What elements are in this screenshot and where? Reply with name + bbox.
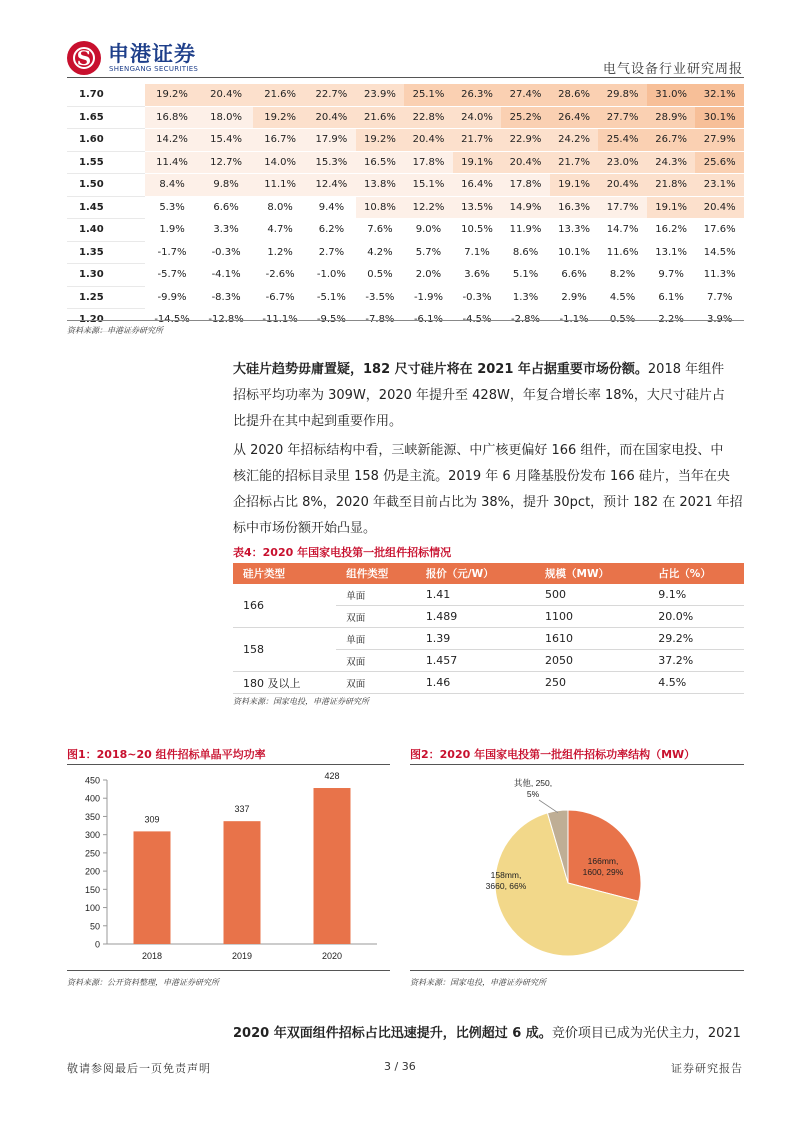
table-cell: 28.6% [550,84,599,106]
table-cell: 21.8% [647,174,696,197]
table4 [233,563,744,694]
table-cell: 9.0% [404,219,453,242]
table-cell: 4.5% [598,286,647,309]
price-cell: 1.46 [416,672,535,694]
table-cell: -9.5% [307,309,356,332]
table-cell: 28.9% [647,106,696,129]
table-cell: 17.6% [695,219,744,242]
table-cell: 14.7% [598,219,647,242]
table-cell: 12.7% [199,151,253,174]
table-cell: 7.7% [695,286,744,309]
table-cell: 11.6% [598,241,647,264]
paragraph-bid-structure: 从 2020 年招标结构中看，三峡新能源、中广核更偏好 166 组件，而在国家电投、中 核汇能的招标目录里 158 仍是主流。2019 年 6 月隆基股份发布 166 硅片，当年在央 企招标占比 8%，2020 年截至目前占比为 38%，提升 30pct，预计 182 在 2021 年招 标中市场份额开始凸显。 [233,443,743,536]
paragraph-lead-bold: 大硅片趋势毋庸置疑，182 尺寸硅片将在 2021 年占据重要市场份额。 [233,362,648,377]
table-row [67,264,744,287]
table-cell: 21.7% [550,151,599,174]
y-tick-label: 100 [84,903,100,914]
table-cell: 20.4% [307,106,356,129]
y-tick-label: 150 [84,884,100,895]
fig1-caption: 图1：2018~20 组件招标单晶平均功率 [67,748,266,761]
table-cell: 17.8% [501,174,550,197]
table-cell: 17.8% [404,151,453,174]
y-tick-label: 50 [89,921,100,932]
table-header-row [233,563,744,584]
price-cell: 1.457 [416,650,535,672]
table-cell: 25.4% [598,129,647,152]
table-row [67,286,744,309]
table-cell: 6.2% [307,219,356,242]
table-cell: 22.8% [404,106,453,129]
table-cell: 5.7% [404,241,453,264]
table-cell: 20.4% [199,84,253,106]
row-header: 1.50 [67,174,145,197]
table-cell: 1.9% [145,219,199,242]
table-cell: -5.1% [307,286,356,309]
table-cell: 20.4% [501,151,550,174]
table-cell: 31.0% [647,84,696,106]
table-cell: 16.4% [453,174,502,197]
table-cell: 11.1% [253,174,307,197]
table-cell: 27.4% [501,84,550,106]
table-cell: 14.9% [501,196,550,219]
fig2-source-note: 资料来源：国家电投，申港证券研究所 [410,978,546,987]
bar-value-label: 428 [324,771,340,782]
scale-cell: 2050 [535,650,648,672]
table-cell: 29.8% [598,84,647,106]
table-cell: 20.4% [598,174,647,197]
row-header: 1.70 [67,84,145,106]
table-cell: -1.7% [145,241,199,264]
module-cell: 单面 [336,584,416,606]
table-cell: 32.1% [695,84,744,106]
table-cell: -14.5% [145,309,199,332]
table-cell: 23.1% [695,174,744,197]
table-cell: 14.5% [695,241,744,264]
table-row [233,584,744,606]
table-cell: -6.1% [404,309,453,332]
table-cell: -7.8% [356,309,405,332]
table-cell: 20.4% [404,129,453,152]
fig1-source-note: 资料来源：公开资料整理，申港证券研究所 [67,978,219,987]
module-cell: 双面 [336,650,416,672]
table-row [67,84,744,106]
table-cell: 13.3% [550,219,599,242]
table-cell: 2.7% [307,241,356,264]
table-cell: 13.8% [356,174,405,197]
table-cell: 22.9% [501,129,550,152]
table4-caption: 表4：2020 年国家电投第一批组件招标情况 [233,546,452,559]
pie-chart [410,768,744,968]
bar-value-label: 309 [144,814,160,825]
table-cell: 21.6% [356,106,405,129]
pie-slice-label: 其他, 250, [513,778,553,788]
share-cell: 4.5% [648,672,744,694]
row-header: 1.55 [67,151,145,174]
table-cell: -1.9% [404,286,453,309]
y-tick-label: 350 [84,811,100,822]
table-cell: 26.4% [550,106,599,129]
table-cell: 11.3% [695,264,744,287]
table-cell: 6.6% [550,264,599,287]
table-cell: 26.3% [453,84,502,106]
scale-cell: 500 [535,584,648,606]
wafer-type-cell: 166 [233,584,336,628]
table-cell: 16.2% [647,219,696,242]
table-cell: 8.2% [598,264,647,287]
table-cell: 6.1% [647,286,696,309]
row-header: 1.20 [67,309,145,332]
fig2-caption-rule [410,764,744,765]
table-cell: 15.4% [199,129,253,152]
table-row [67,219,744,242]
table-cell: 26.7% [647,129,696,152]
row-header: 1.40 [67,219,145,242]
table-cell: 16.5% [356,151,405,174]
table-cell: 17.9% [307,129,356,152]
table-cell: -4.1% [199,264,253,287]
table-cell: 17.7% [598,196,647,219]
table-cell: 1.2% [253,241,307,264]
table-cell: 19.2% [253,106,307,129]
table-cell: 30.1% [695,106,744,129]
table-cell: 4.2% [356,241,405,264]
table-cell: 0.5% [356,264,405,287]
table-cell: 7.1% [453,241,502,264]
scale-cell: 1610 [535,628,648,650]
pie-slice-label: 158mm, [490,870,522,880]
table-cell: 25.1% [404,84,453,106]
table-cell: 9.4% [307,196,356,219]
table-cell: 19.1% [453,151,502,174]
table-source-note: 资料来源：申港证券研究所 [67,326,163,335]
table-cell: 14.0% [253,151,307,174]
table-cell: 18.0% [199,106,253,129]
table-cell: 5.1% [501,264,550,287]
footer-report-label: 证券研究报告 [671,1062,743,1075]
table-cell: 7.6% [356,219,405,242]
share-cell: 20.0% [648,606,744,628]
table-cell: 3.6% [453,264,502,287]
price-cell: 1.489 [416,606,535,628]
pie-slice-label: 1600, 29% [582,867,624,877]
table-cell: 22.7% [307,84,356,106]
share-cell: 37.2% [648,650,744,672]
bar-value-label: 337 [234,804,250,815]
table-cell: 19.2% [145,84,199,106]
table-cell: -6.7% [253,286,307,309]
bar [314,788,351,944]
table-row [233,628,744,650]
table-row [67,241,744,264]
report-type: 电气设备行业研究周报 [602,62,743,77]
table-cell: -5.7% [145,264,199,287]
table-cell: -8.3% [199,286,253,309]
row-header: 1.60 [67,129,145,152]
share-cell: 9.1% [648,584,744,606]
table-cell: 23.9% [356,84,405,106]
table4-source-note: 资料来源：国家电投，申港证券研究所 [233,697,369,706]
column-header: 组件类型 [336,563,416,584]
table-row [67,151,744,174]
table-cell: 15.1% [404,174,453,197]
table-cell: -12.8% [199,309,253,332]
table-cell: 24.0% [453,106,502,129]
table-cell: 20.4% [695,196,744,219]
table-cell: 27.9% [695,129,744,152]
table-cell: 16.3% [550,196,599,219]
fig2-bottom-rule [410,970,744,971]
table-cell: 11.4% [145,151,199,174]
table-cell: 2.2% [647,309,696,332]
table-cell: 0.5% [598,309,647,332]
table-cell: 13.5% [453,196,502,219]
bar-chart [67,768,390,968]
table-cell: 13.1% [647,241,696,264]
row-header: 1.65 [67,106,145,129]
y-tick-label: 250 [84,848,100,859]
y-tick-label: 450 [84,775,100,786]
fig2-caption: 图2：2020 年国家电投第一批组件招标功率结构（MW） [410,748,696,761]
share-cell: 29.2% [648,628,744,650]
module-cell: 双面 [336,672,416,694]
table-cell: 10.1% [550,241,599,264]
table-row [67,106,744,129]
table-row [67,174,744,197]
table-cell: 19.1% [550,174,599,197]
table-cell: 9.8% [199,174,253,197]
company-logo-icon: S [67,41,101,75]
table-cell: 24.3% [647,151,696,174]
company-name-cn: 申港证券 [108,42,196,66]
scale-cell: 250 [535,672,648,694]
y-tick-label: 400 [84,793,100,804]
wafer-type-cell: 180 及以上 [233,672,336,694]
y-tick-label: 300 [84,830,100,841]
price-cell: 1.39 [416,628,535,650]
table-cell: 16.7% [253,129,307,152]
page-number: 3 / 36 [384,1060,416,1073]
fig1-bottom-rule [67,970,390,971]
price-cell: 1.41 [416,584,535,606]
table-cell: 3.3% [199,219,253,242]
column-header: 规模（MW） [535,563,648,584]
table-cell: 19.2% [356,129,405,152]
module-cell: 单面 [336,628,416,650]
table-cell: -2.8% [501,309,550,332]
footer-disclaimer: 敬请参阅最后一页免责声明 [67,1062,211,1075]
table-cell: 2.0% [404,264,453,287]
table-cell: 8.6% [501,241,550,264]
column-header: 报价（元/W） [416,563,535,584]
module-cell: 双面 [336,606,416,628]
table-cell: 23.0% [598,151,647,174]
pie-leader-line [539,800,558,813]
table-cell: 27.7% [598,106,647,129]
table-cell: -3.5% [356,286,405,309]
paragraph-wafer-trend: 大硅片趋势毋庸置疑，182 尺寸硅片将在 2021 年占据重要市场份额。2018 年组件 招标平均功率为 309W，2020 年提升至 428W，年复合增长率 18%，大尺寸硅片占 比提升在其中起到重要作用。 [233,362,725,429]
table-cell: 14.2% [145,129,199,152]
pie-slice-label: 5% [526,789,540,799]
pie-slice-label: 166mm, [587,856,619,866]
table-cell: 8.4% [145,174,199,197]
row-header: 1.30 [67,264,145,287]
header-divider [67,77,744,78]
table-cell: 10.8% [356,196,405,219]
table-cell: 19.1% [647,196,696,219]
table-cell: 24.2% [550,129,599,152]
table-cell: -0.3% [453,286,502,309]
table-cell: 9.7% [647,264,696,287]
row-header: 1.45 [67,196,145,219]
bar [134,831,171,944]
x-tick-label: 2019 [231,951,253,961]
table-cell: -1.1% [550,309,599,332]
sensitivity-table [67,84,744,332]
table-cell: -2.6% [253,264,307,287]
x-tick-label: 2020 [321,951,343,961]
table-row [233,672,744,694]
table-cell: -1.0% [307,264,356,287]
table-cell: 8.0% [253,196,307,219]
table-cell: 21.6% [253,84,307,106]
table-cell: 25.6% [695,151,744,174]
bar [224,821,261,944]
company-name-en: SHENGANG SECURITIES [109,65,199,73]
column-header: 硅片类型 [233,563,336,584]
row-header: 1.25 [67,286,145,309]
table-cell: 2.9% [550,286,599,309]
table-cell: 11.9% [501,219,550,242]
paragraph-bifacial: 2020 年双面组件招标占比迅速提升，比例超过 6 成。竞价项目已成为光伏主力，2021 [233,1026,741,1041]
table-cell: 1.3% [501,286,550,309]
table-row [67,129,744,152]
y-tick-label: 0 [94,939,100,950]
table-cell: 3.9% [695,309,744,332]
table-cell: 4.7% [253,219,307,242]
y-tick-label: 200 [84,866,100,877]
table-cell: 10.5% [453,219,502,242]
row-header: 1.35 [67,241,145,264]
column-header: 占比（%） [648,563,744,584]
fig1-caption-rule [67,764,390,765]
table-cell: 15.3% [307,151,356,174]
table-cell: -0.3% [199,241,253,264]
x-tick-label: 2018 [141,951,163,961]
pie-slice-label: 3660, 66% [485,881,527,891]
scale-cell: 1100 [535,606,648,628]
wafer-type-cell: 158 [233,628,336,672]
table-cell: 12.2% [404,196,453,219]
table-cell: 5.3% [145,196,199,219]
table-bottom-rule [67,320,744,321]
table-cell: -4.5% [453,309,502,332]
table-cell: 6.6% [199,196,253,219]
table-cell: 16.8% [145,106,199,129]
table-cell: 12.4% [307,174,356,197]
table-cell: 21.7% [453,129,502,152]
table-cell: 25.2% [501,106,550,129]
table-cell: -9.9% [145,286,199,309]
table-row [67,196,744,219]
table-cell: -11.1% [253,309,307,332]
